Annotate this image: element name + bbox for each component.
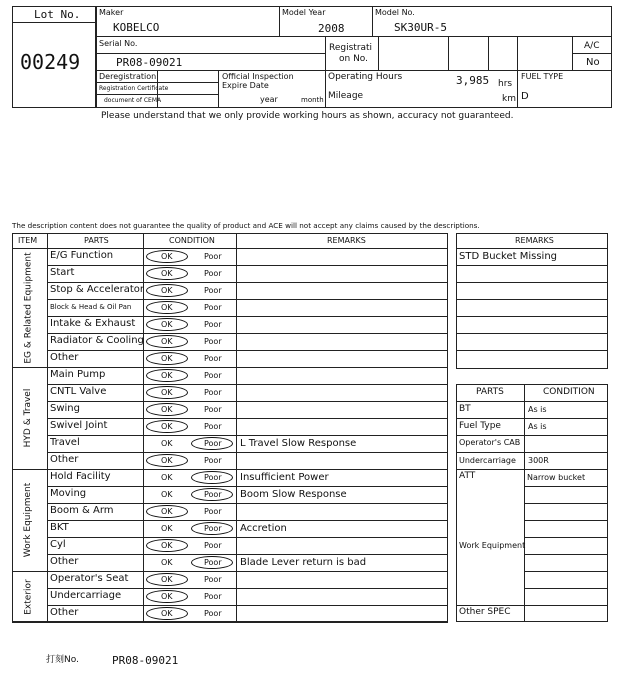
inspection-label-1: Official Inspection: [222, 72, 294, 81]
part-label: Other: [50, 556, 79, 567]
part-label: Other: [50, 352, 79, 363]
lot-number: 00249: [20, 50, 81, 74]
poor-option[interactable]: Poor: [204, 371, 222, 380]
poor-option[interactable]: Poor: [204, 422, 222, 431]
lot-label: Lot No.: [34, 8, 81, 21]
ok-option[interactable]: OK: [161, 507, 173, 516]
part-label: E/G Function: [50, 250, 114, 261]
poor-option[interactable]: Poor: [204, 524, 222, 533]
month-label: month: [301, 96, 324, 104]
year-label: year: [260, 95, 278, 104]
poor-option[interactable]: Poor: [204, 286, 222, 295]
col-condition: CONDITION: [169, 236, 215, 245]
selected-circle: [191, 522, 233, 535]
maker-value: KOBELCO: [113, 21, 160, 34]
poor-option[interactable]: Poor: [204, 507, 222, 516]
selected-circle: [191, 471, 233, 484]
remark-text: L Travel Slow Response: [240, 438, 357, 449]
group-label: EG & Related Equipment: [23, 251, 33, 364]
col-item: ITEM: [18, 236, 38, 245]
spec-att-value: Narrow bucket: [527, 473, 586, 482]
ok-option[interactable]: OK: [161, 456, 173, 465]
spec-cab-label: Operator's CAB: [459, 438, 521, 447]
part-label: Travel: [50, 437, 80, 448]
selected-circle: [146, 318, 188, 331]
spec-under-value: 300R: [528, 456, 549, 465]
poor-option[interactable]: Poor: [204, 575, 222, 584]
selected-circle: [191, 556, 233, 569]
poor-option[interactable]: Poor: [204, 439, 222, 448]
part-label: Boom & Arm: [50, 505, 114, 516]
spec-att-label: ATT: [459, 471, 476, 481]
part-label: Swing: [50, 403, 80, 414]
spec-col-condition: CONDITION: [543, 387, 595, 397]
model-no-value: SK30UR-5: [394, 21, 447, 34]
part-label: BKT: [50, 522, 69, 533]
ac-label: A/C: [584, 41, 600, 51]
spec-col-parts: PARTS: [476, 387, 504, 397]
ok-option[interactable]: OK: [161, 609, 173, 618]
serial-label: Serial No.: [99, 39, 138, 48]
selected-circle: [146, 386, 188, 399]
ok-option[interactable]: OK: [161, 592, 173, 601]
poor-option[interactable]: Poor: [204, 252, 222, 261]
maker-label: Maker: [99, 8, 124, 17]
part-label: CNTL Valve: [50, 386, 107, 397]
ok-option[interactable]: OK: [161, 490, 173, 499]
part-label: Operator's Seat: [50, 573, 129, 584]
ok-option[interactable]: OK: [161, 269, 173, 278]
ok-option[interactable]: OK: [161, 524, 173, 533]
ok-option[interactable]: OK: [161, 405, 173, 414]
poor-option[interactable]: Poor: [204, 388, 222, 397]
ok-option[interactable]: OK: [161, 575, 173, 584]
part-label: Intake & Exhaust: [50, 318, 136, 329]
ok-option[interactable]: OK: [161, 371, 173, 380]
selected-circle: [146, 369, 188, 382]
mileage-label: Mileage: [328, 91, 364, 101]
part-label: Moving: [50, 488, 87, 499]
ok-option[interactable]: OK: [161, 439, 173, 448]
right-remark-line: STD Bucket Missing: [459, 251, 558, 262]
group-label: HYD & Travel: [23, 388, 33, 448]
poor-option[interactable]: Poor: [204, 354, 222, 363]
ok-option[interactable]: OK: [161, 473, 173, 482]
selected-circle: [146, 607, 188, 620]
hrs-label: hrs: [498, 79, 513, 89]
poor-option[interactable]: Poor: [204, 592, 222, 601]
col-remarks: REMARKS: [327, 236, 366, 245]
poor-option[interactable]: Poor: [204, 303, 222, 312]
selected-circle: [191, 437, 233, 450]
ok-option[interactable]: OK: [161, 337, 173, 346]
poor-option[interactable]: Poor: [204, 269, 222, 278]
fuel-type-label: FUEL TYPE: [521, 72, 564, 81]
remark-text: Blade Lever return is bad: [240, 557, 367, 568]
fuel-type-value: D: [521, 91, 529, 102]
remark-text: Boom Slow Response: [240, 489, 347, 500]
hours-notice: Please understand that we only provide working hours as shown, accuracy not guaranteed.: [101, 111, 514, 121]
poor-option[interactable]: Poor: [204, 473, 222, 482]
ok-option[interactable]: OK: [161, 252, 173, 261]
registration-label-1: Registrati: [329, 43, 373, 53]
spec-fuel-value: As is: [528, 422, 547, 431]
selected-circle: [146, 301, 188, 314]
poor-option[interactable]: Poor: [204, 490, 222, 499]
spec-under-label: Undercarriage: [459, 456, 516, 465]
selected-circle: [191, 488, 233, 501]
ac-value: No: [586, 57, 600, 68]
remark-text: Insufficient Power: [240, 472, 329, 483]
group-label: Work Equipment: [23, 482, 33, 558]
selected-circle: [146, 250, 188, 263]
part-label: Main Pump: [50, 369, 106, 380]
selected-circle: [146, 590, 188, 603]
selected-circle: [146, 454, 188, 467]
spec-work-label: Work Equipment: [459, 541, 526, 550]
selected-circle: [146, 403, 188, 416]
ok-option[interactable]: OK: [161, 320, 173, 329]
part-label: Start: [50, 267, 75, 278]
poor-option[interactable]: Poor: [204, 541, 222, 550]
poor-option[interactable]: Poor: [204, 609, 222, 618]
part-label: Cyl: [50, 539, 66, 550]
selected-circle: [146, 284, 188, 297]
poor-option[interactable]: Poor: [204, 320, 222, 329]
ok-option[interactable]: OK: [161, 422, 173, 431]
ok-option[interactable]: OK: [161, 541, 173, 550]
stamp-label: 打刻No.: [46, 655, 79, 665]
part-label: Other: [50, 607, 79, 618]
spec-fuel-label: Fuel Type: [459, 421, 501, 431]
reg-cert-label: Registration Certificate: [99, 85, 169, 92]
poor-option[interactable]: Poor: [204, 456, 222, 465]
col-parts: PARTS: [84, 236, 109, 245]
part-label: Block & Head & Oil Pan: [50, 303, 132, 311]
disclaimer: The description content does not guarantee the quality of product and ACE will not accept any claims caused by the descriptions.: [12, 221, 480, 230]
selected-circle: [146, 352, 188, 365]
selected-circle: [146, 573, 188, 586]
part-label: Other: [50, 454, 79, 465]
selected-circle: [146, 539, 188, 552]
spec-other-label: Other SPEC: [459, 607, 511, 617]
selected-circle: [146, 267, 188, 280]
model-year-value: 2008: [318, 22, 345, 35]
right-remarks-header: REMARKS: [515, 236, 554, 245]
selected-circle: [146, 505, 188, 518]
part-label: Stop & Accelerator: [50, 284, 145, 295]
spec-bt-label: BT: [459, 404, 471, 414]
part-label: Undercarriage: [50, 590, 122, 601]
remark-text: Accretion: [240, 523, 287, 534]
registration-label-2: on No.: [339, 54, 369, 64]
operating-hours-value: 3,985: [456, 74, 490, 87]
selected-circle: [146, 420, 188, 433]
poor-option[interactable]: Poor: [204, 405, 222, 414]
cema-label: document of CEMA: [104, 97, 162, 104]
ok-option[interactable]: OK: [161, 286, 173, 295]
part-label: Hold Facility: [50, 471, 111, 482]
selected-circle: [146, 335, 188, 348]
part-label: Swivel Joint: [50, 420, 108, 431]
inspection-label-2: Expire Date: [222, 81, 269, 90]
poor-option[interactable]: Poor: [204, 337, 222, 346]
part-label: Radiator & Cooling: [50, 335, 144, 346]
deregistration-label: Deregistration: [99, 72, 157, 81]
poor-option[interactable]: Poor: [204, 558, 222, 567]
ok-option[interactable]: OK: [161, 354, 173, 363]
group-label: Exterior: [23, 578, 33, 615]
model-no-label: Model No.: [375, 8, 415, 17]
serial-value: PR08-09021: [116, 56, 183, 69]
operating-hours-label: Operating Hours: [328, 72, 403, 82]
spec-bt-value: As is: [528, 405, 547, 414]
km-label: km: [502, 94, 516, 104]
stamp-value: PR08-09021: [112, 654, 179, 667]
model-year-label: Model Year: [282, 8, 326, 17]
ok-option[interactable]: OK: [161, 303, 173, 312]
ok-option[interactable]: OK: [161, 558, 173, 567]
ok-option[interactable]: OK: [161, 388, 173, 397]
